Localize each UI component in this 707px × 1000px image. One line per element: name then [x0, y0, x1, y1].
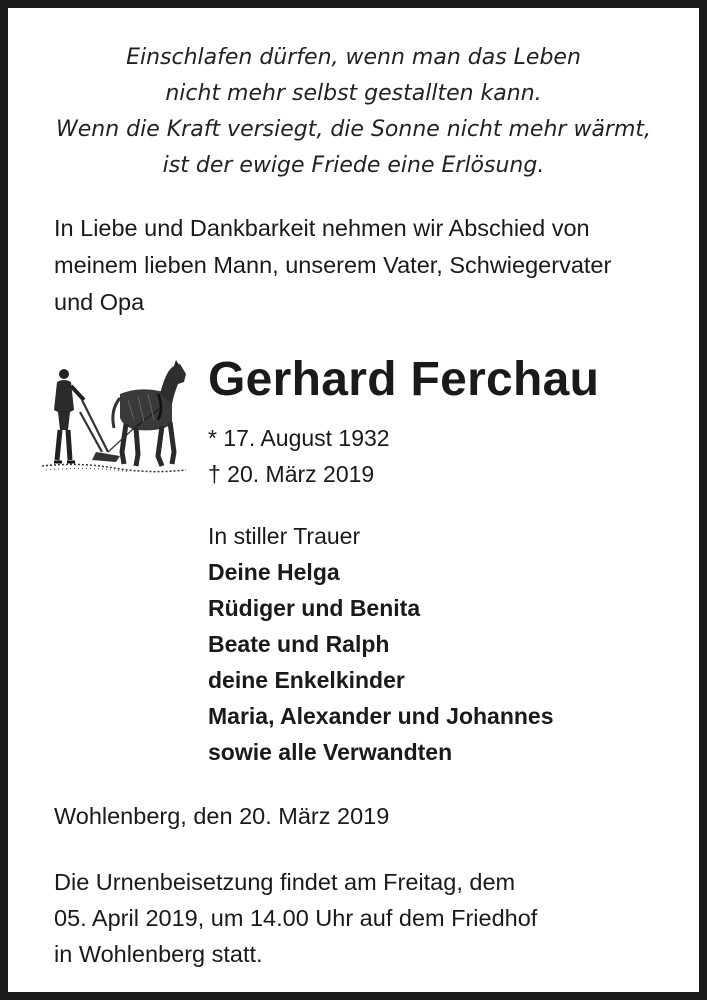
farmer-with-horse-plough-drawing-icon — [40, 360, 188, 482]
burial-line: 05. April 2019, um 14.00 Uhr auf dem Friedhof — [54, 905, 538, 931]
poem-line: nicht mehr selbst gestallten kann. — [165, 81, 542, 106]
life-dates — [208, 420, 390, 492]
mourner-name: Rüdiger und Benita — [208, 595, 421, 621]
deceased-name: Gerhard Ferchau — [208, 353, 600, 406]
poem-line: Einschlafen dürfen, wenn man das Leben — [126, 45, 581, 70]
place-and-date: Wohlenberg, den 20. März 2019 — [54, 803, 390, 829]
poem — [24, 40, 683, 184]
poem-line: ist der ewige Friede eine Erlösung. — [162, 153, 545, 178]
mourner-name: Deine Helga — [208, 559, 340, 585]
intro-text — [54, 210, 694, 321]
burial-line: Die Urnenbeisetzung findet am Freitag, dem — [54, 869, 516, 895]
burial-line: in Wohlenberg statt. — [54, 941, 263, 967]
intro-line: In Liebe und Dankbarkeit nehmen wir Abschied von — [54, 215, 590, 241]
mourner-name: deine Enkelkinder — [208, 667, 405, 693]
death-date: † 20. März 2019 — [208, 461, 375, 487]
birth-date: * 17. August 1932 — [208, 425, 390, 451]
mourner-name: Beate und Ralph — [208, 631, 390, 657]
burial-info — [54, 864, 694, 972]
mourners-list — [208, 518, 554, 770]
poem-line: Wenn die Kraft versiegt, die Sonne nicht mehr wärmt, — [55, 117, 652, 142]
mourning-lead: In stiller Trauer — [208, 523, 361, 549]
intro-line: meinem lieben Mann, unserem Vater, Schwiegervater — [54, 252, 612, 278]
intro-line: und Opa — [54, 289, 145, 315]
mourner-name: sowie alle Verwandten — [208, 739, 453, 765]
mourner-name: Maria, Alexander und Johannes — [208, 703, 554, 729]
